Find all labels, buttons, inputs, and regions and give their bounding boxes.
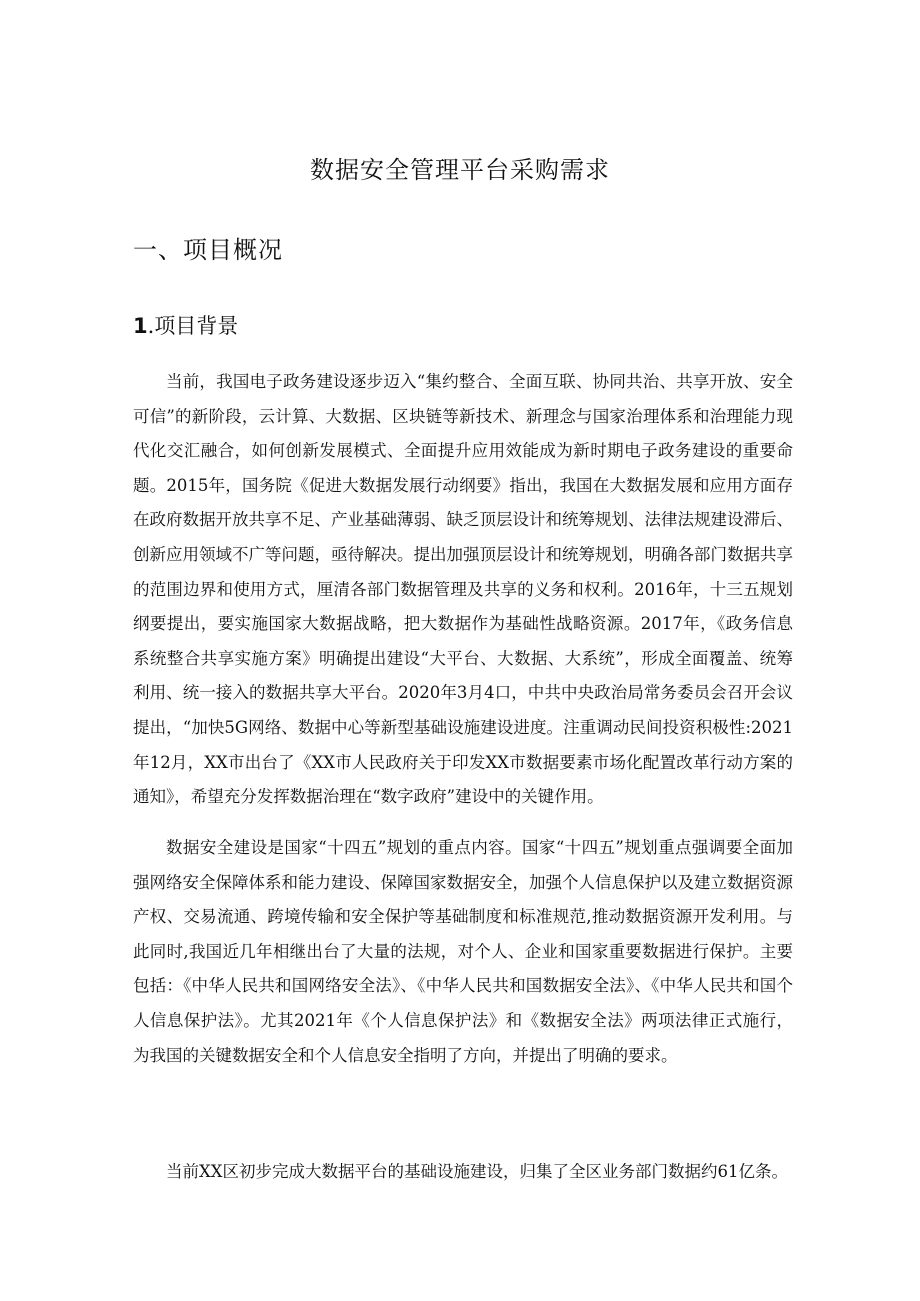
section-heading-project-overview: 一、项目概况 xyxy=(133,236,283,264)
subsection-number: 1 xyxy=(133,314,148,338)
paragraph-background-2: 数据安全建设是国家“十四五”规划的重点内容。国家“十四五”规划重点强调要全面加强网络安全保障体系和能力建设、保障国家数据安全，加强个人信息保护以及建立数据资源产权、交易流通、跨境传输和安全保护等基础制度和标准规范,推动数据资源开发利用。与此同时,我国近几年相继出台了大量的法规，对个人、企业和国家重要数据进行保护。主要包括：《中华人民共和国网络安全法》、《中华人民共和国数据安全法》、《中华人民共和国个人信息保护法》。尤其2021年《个人信息保护法》和《数据安全法》两项法律正式施行，为我国的关键数据安全和个人信息安全指明了方向，并提出了明确的要求。 xyxy=(133,838,793,1065)
paragraph-background-1: 当前，我国电子政务建设逐步迈入“集约整合、全面互联、协同共治、共享开放、安全可信”的新阶段，云计算、大数据、区块链等新技术、新理念与国家治理体系和治理能力现代化交汇融合，如何创新发展模式、全面提升应用效能成为新时期电子政务建设的重要命题。2015年，国务院《促进大数据发展行动纲要》指出，我国在大数据发展和应用方面存在政府数据开放共享不足、产业基础薄弱、缺乏顶层设计和统筹规划、法律法规建设滞后、创新应用领域不广等问题，亟待解决。提出加强顶层设计和统筹规划，明确各部门数据共享的范围边界和使用方式，厘清各部门数据管理及共享的义务和权利。2016年，十三五规划纲要提出，要实施国家大数据战略，把大数据作为基础性战略资源。2017年，《政务信息系统整合共享实施方案》明确提出建设“大平台、大数据、大系统”，形成全面覆盖、统筹利用、统一接入的数据共享大平台。2020年3月4口，中共中央政治局常务委员会召开会议提出，“加快5G网络、数据中心等新型基础设施建设进度。注重调动民间投资积极性:2021年12月，XX市出台了《XX市人民政府关于印发XX市数据要素市场化配置改革行动方案的通知》，希望充分发挥数据治理在“数字政府”建设中的关键作用。 xyxy=(133,372,793,807)
subsection-separator: . xyxy=(147,314,155,338)
subsection-title: 项目背景 xyxy=(154,314,239,338)
paragraph-background-3: 当前XX区初步完成大数据平台的基础设施建设，归集了全区业务部门数据约61亿条。 xyxy=(166,1162,788,1181)
document-title: 数据安全管理平台采购需求 xyxy=(310,156,610,184)
subsection-heading-project-background xyxy=(133,310,238,340)
